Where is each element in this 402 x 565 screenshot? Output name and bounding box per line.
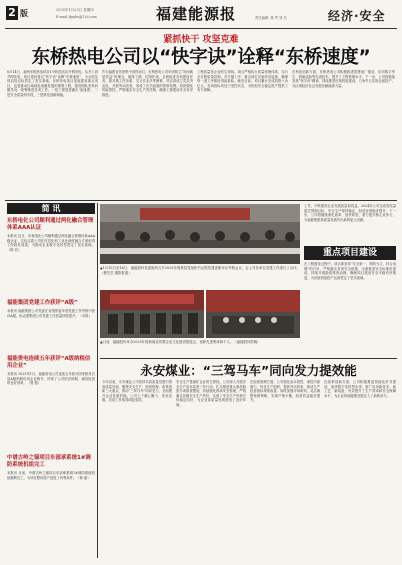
- sidebar-divider: [97, 203, 98, 558]
- meeting-photo-illustration: [100, 204, 300, 264]
- lead-title: 东桥热电公司以“快字诀”诠释“东桥速度”: [31, 47, 371, 68]
- brief-item: [7, 455, 95, 551]
- photo-caption-2: ▲日前，福能股份举办2025年度新闻宣传暨企业文化建设推进会，表彰先进集体和个人。（福能股份供稿）: [100, 340, 261, 344]
- brief-title: 福能贵电连续五年获评“A级纳税信用企业”: [7, 356, 91, 369]
- bottom-column-4: 在改革创新方面，公司积极推进智能化矿井建设，加快数字化转型步伐，推广应用新技术、新工艺、新装备，有效提升了生产效率和安全保障水平，为企业持续健康发展注入了新的动力。: [324, 380, 396, 398]
- lead-divider: [5, 200, 397, 201]
- bottom-column-1: 今年以来，永安煤业公司坚持以高质量党建引领高质量发展，聚焦安全生产、经营管理、改革创新三大重点，推动“三驾马车”同向发力，全面提升企业发展效能。公司上下凝心聚力、攻坚克难，各项工作取得明显成效。: [102, 380, 172, 403]
- page-unit: 版: [20, 9, 28, 18]
- editor-credit: 责任编辑: 林 罗 刘 杰: [255, 16, 287, 20]
- bottom-title: 永安煤业：“三驾马车”同向发力提效能: [140, 363, 357, 378]
- lead-column-2: 作为福建省首批集中供热项目，东桥热电公司牢固树立“时间就是效益”的理念，倒排工期、挂图作战，全面推进各项建设任务。面对施工任务重、交叉作业多等困难，项目部成立党员突击队，开展劳动竞赛，形成了比学赶超的浓厚氛围。同时强化风险管控，严格落实安全生产责任制，确保工程建设安全有序推进。: [102, 70, 193, 97]
- header: [0, 0, 402, 28]
- masthead-title: 福建能源报: [156, 5, 237, 23]
- brief-item: [7, 218, 95, 294]
- brief-item: [7, 356, 95, 442]
- lead-column-1: 8月14日，福州东桥热电项目1号机组首次并网发电。从开工到并网发电，项目建设者以“快字诀”诠释“东桥速度”，为全面实现双投目标奠定了坚实基础。东桥热电项目是福建省重点项目，也是推动区域绿色低碳发展的重要工程，建设团队坚持问题导向，统筹推进各项工作。一是工程进度跑出‘加速度’，二是安全质量两手抓，三是科技创新赋能。: [7, 70, 98, 97]
- issue-date: 2025年1月23日 星期四: [56, 8, 94, 12]
- page-number: 2: [8, 6, 16, 19]
- brief-title: 福能集团党建工作获评“A级”: [7, 300, 78, 306]
- brief-item: [7, 300, 95, 345]
- brief-body: 本报讯 福能集团公司党委在省国资委年度党建工作考核中获评A级，标志着集团公司党建工作质量持续提升。（本报）: [7, 309, 95, 318]
- key-project-box: [304, 246, 396, 260]
- event-photo-illustration: [100, 290, 204, 338]
- brief-title: 东桥电化公司顺利通过两化融合管理体系AAA认证: [7, 218, 94, 231]
- sidebar-title: 简 讯: [41, 204, 61, 213]
- contact-email: E-mail: fjnybs@126.com: [56, 15, 97, 19]
- page-number-badge: [6, 6, 18, 20]
- brief-title: 中谱古岭之锚项目东部承系统1#调防系统机组完工: [7, 455, 91, 468]
- brief-body: 本报讯 2025年1月，福能贵电公司连续五年获评国家税务总局A级纳税信用企业称号，体现了公司依法纳税、诚信经营的良好形象。（曾 强）: [7, 372, 95, 386]
- brief-body: 本报讯 日前，中谱古岭之锚项目东部承系统1#调防系统机组顺利完工，为项目整体投产创造了有利条件。（林 丽）: [7, 471, 95, 480]
- stage-photo-illustration: [206, 290, 300, 338]
- section-title: 经济·安全: [328, 9, 386, 23]
- bottom-column-2: 安全生产是煤矿企业的生命线。公司深入开展安全生产治本攻坚三年行动，扎实推进重大事故隐患专项排查整治，持续强化现场安全管理，严格落实各级安全生产责任，实现了安全生产形势总体稳定向好，为企业高质量发展营造了良好环境。: [176, 380, 246, 407]
- lead-column-3: 工程质量是企业的生命线。项目严格执行质量管理体系，实行全过程质量控制，对关键工序、重点部位实施旁站监督，确保每一道工序都经得起检验。截至目前，项目累计完成投资十余亿元，各项指标均处于受控状态，为机组安全稳定投产提供了有力保障。: [197, 70, 288, 93]
- photo-caption-1: ▲1月15日至16日，福能股份党委组织召开2025年度基层党组织书记抓党建述职评议考核会议，会上对各单位党建工作进行了点评。（曹芸芸 摄影报道）: [100, 266, 300, 275]
- brief-body: 本报讯 近日，东桥电化公司顺利通过两化融合管理体系AAA级认证。这标志着公司在信息化和工业化深度融合方面取得了阶段性成果，为推动企业数字化转型奠定了坚实基础。（陈 若）: [7, 234, 95, 252]
- stage-photo: [206, 290, 300, 338]
- key-project-title: 重点项目建设: [322, 248, 377, 258]
- event-photo: [100, 290, 204, 338]
- right-column-text-2: 在工程建设过程中，项目部坚持“安全第一、预防为主、综合治理”的方针，严格落实各项安全措施，全面推进安全标准化建设，持续开展隐患排查治理，确保项目建设安全平稳有序推进，为后续机组投产运营奠定了坚实基础。: [304, 262, 396, 280]
- sidebar-title-bar: [7, 203, 95, 214]
- lead-kicker: 紧抓快干 攻坚克难: [163, 35, 239, 45]
- header-divider: [5, 28, 397, 29]
- mid-divider: [100, 358, 397, 359]
- right-column-text-1: 工作，不断提高企业发展质量和效益。2024年公司完成发电量超过预期目标，安全生产保持稳定，经营业绩稳步提升。下一步，公司将继续深化改革，加快转型，着力提升核心竞争力，为福能集团高质量发展作出新的更大贡献。: [304, 204, 396, 222]
- meeting-photo: [100, 204, 300, 264]
- bottom-column-3: 在经营管理方面，公司强化成本管控，深挖内部潜力，优化生产组织，提高劳动效率，推动生产经营指标持续改善。同时加强市场研判，灵活调整营销策略，实现产销平衡，经营效益稳步提升。: [250, 380, 320, 403]
- lead-column-4: 在科技创新方面，东桥热电公司积极推进智慧电厂建设，应用数字孪生、智能巡检等先进技术，提升了工程管理水平。下一步，公司将继续发扬“快字诀”精神，持续推进后续机组建设，力争早日实现全面投产，为区域经济社会发展贡献能源力量。: [292, 70, 395, 88]
